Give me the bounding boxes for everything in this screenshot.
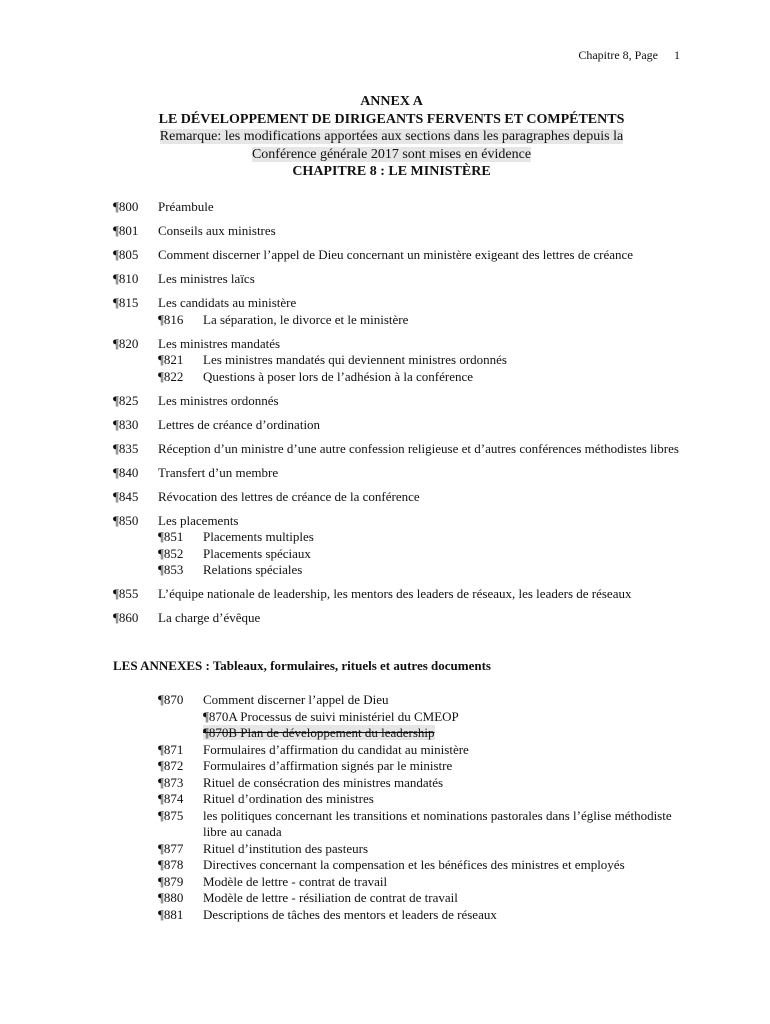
annex-row (158, 742, 698, 759)
toc-entry (113, 417, 693, 434)
header-text: Chapitre 8, Page (578, 48, 658, 62)
section-title: Conseils aux ministres (158, 223, 276, 238)
annex-item (203, 841, 698, 858)
section-title: Lettres de créance d’ordination (158, 416, 321, 432)
subsection-title: Placements spéciaux (203, 545, 311, 561)
toc-entry (113, 513, 693, 579)
annex-number: ¶879 (158, 873, 184, 889)
subsection-number: ¶822 (158, 368, 184, 384)
annex-title: Modèle de lettre - contrat de travail (203, 873, 388, 889)
subsection-number: ¶821 (158, 352, 184, 367)
annex-row (158, 890, 698, 907)
subsection-title: Questions à poser lors de l’adhésion à la conférence (203, 368, 474, 384)
toc-row (113, 586, 693, 603)
document-title: LE DÉVELOPPEMENT DE DIRIGEANTS FERVENTS ET COMPÉTENTS (158, 111, 625, 127)
annex-row (158, 791, 698, 808)
page-number: 1 (674, 48, 680, 62)
annex-row (158, 907, 698, 924)
annex-number: ¶881 (158, 906, 184, 922)
toc-row (113, 513, 693, 530)
section-title: Les placements (158, 512, 239, 528)
annex-row (158, 758, 698, 775)
table-of-contents (113, 199, 693, 634)
subsection-title: La séparation, le divorce et le ministère (203, 311, 409, 327)
section-title: La charge d’évêque (158, 610, 261, 625)
title-block (0, 93, 770, 181)
section-number: ¶830 (113, 416, 139, 432)
section-number: ¶860 (113, 610, 139, 625)
annex-item (203, 907, 698, 924)
annex-number: ¶880 (158, 890, 184, 905)
section-number: ¶810 (113, 271, 139, 286)
annex-number: ¶874 (158, 791, 184, 806)
toc-entry (113, 223, 693, 240)
toc-entry (113, 247, 693, 264)
annex-row (158, 692, 698, 742)
subitem-text: ¶870A Processus de suivi ministériel du CMEOP (203, 708, 459, 724)
section-number: ¶805 (113, 247, 139, 262)
annex-title: Descriptions de tâches des mentors et leaders de réseaux (203, 906, 497, 922)
annex-title: les politiques concernant les transitions et nominations pastorales dans l’église méthodiste libre au canada (203, 807, 672, 839)
toc-subentry (113, 312, 693, 329)
annex-title: Comment discerner l’appel de Dieu (203, 692, 389, 707)
annex-subitem (203, 725, 698, 742)
annex-list (158, 692, 698, 923)
toc-entry (113, 465, 693, 482)
toc-subentry (113, 562, 693, 579)
section-number: ¶850 (113, 512, 139, 528)
chapter-title: CHAPITRE 8 : LE MINISTÈRE (292, 164, 491, 179)
section-number: ¶820 (113, 335, 139, 351)
annex-item (203, 692, 698, 742)
annex-heading: LES ANNEXES : Tableaux, formulaires, rituels et autres documents (113, 658, 491, 673)
annex-row (158, 857, 698, 874)
toc-row (113, 295, 693, 312)
annex-item (203, 890, 698, 907)
toc-subentry (113, 369, 693, 386)
toc-entry (113, 586, 693, 603)
page-header (578, 47, 680, 64)
section-title: Les ministres mandatés (158, 335, 281, 351)
subsection-number: ¶851 (158, 529, 184, 544)
toc-entry (113, 199, 693, 216)
subsection-title: Les ministres mandatés qui deviennent ministres ordonnés (203, 352, 507, 367)
remark-line-1: Remarque: les modifications apportées aux sections dans les paragraphes depuis la (159, 129, 624, 144)
annex-title: ANNEX A (360, 94, 423, 109)
struck-subitem-text: ¶870B Plan de développement du leadership (203, 725, 435, 740)
subsection-number: ¶852 (158, 545, 184, 561)
annex-title: Directives concernant la compensation et les bénéfices des ministres et employés (203, 857, 625, 872)
toc-row (113, 199, 693, 216)
toc-subentry (113, 352, 693, 369)
annex-number: ¶870 (158, 692, 184, 707)
section-number: ¶800 (113, 199, 139, 214)
annex-item (203, 758, 698, 775)
annex-row (158, 841, 698, 858)
annex-item (203, 775, 698, 792)
annex-number: ¶873 (158, 774, 184, 790)
annex-number: ¶878 (158, 857, 184, 872)
subsection-title: Relations spéciales (203, 562, 303, 577)
annex-number: ¶872 (158, 758, 184, 773)
annex-item (203, 742, 698, 759)
annex-row (158, 775, 698, 792)
section-title: Les ministres laïcs (158, 271, 255, 286)
section-number: ¶835 (113, 440, 139, 456)
annex-item (203, 791, 698, 808)
remark-line-2: Conférence générale 2017 sont mises en évidence (251, 146, 532, 162)
section-title: Réception d’un ministre d’une autre confession religieuse et d’autres conférences méthodistes libres (158, 440, 679, 456)
section-title: L’équipe nationale de leadership, les mentors des leaders de réseaux, les leaders de réseaux (158, 586, 632, 601)
section-number: ¶855 (113, 586, 139, 601)
annex-item (203, 874, 698, 891)
toc-row (113, 271, 693, 288)
toc-row (113, 336, 693, 353)
toc-row (113, 610, 693, 627)
annex-number: ¶871 (158, 741, 184, 757)
section-title: Les ministres ordonnés (158, 392, 279, 408)
annex-item (203, 808, 698, 841)
toc-entry (113, 441, 693, 458)
section-title: Révocation des lettres de créance de la conférence (158, 488, 420, 504)
annex-number: ¶875 (158, 807, 184, 823)
section-title: Comment discerner l’appel de Dieu concernant un ministère exigeant des lettres de créance (158, 247, 634, 262)
annex-item (203, 857, 698, 874)
annex-title: Formulaires d’affirmation du candidat au ministère (203, 741, 469, 757)
annex-row (158, 874, 698, 891)
section-title: Les candidats au ministère (158, 295, 297, 310)
annex-title: Modèle de lettre - résiliation de contrat de travail (203, 890, 458, 905)
annex-title: Rituel d’institution des pasteurs (203, 840, 369, 856)
section-number: ¶825 (113, 392, 139, 408)
toc-row (113, 489, 693, 506)
annex-title: Rituel de consécration des ministres mandatés (203, 774, 444, 790)
subsection-number: ¶816 (158, 311, 184, 327)
toc-entry (113, 336, 693, 386)
annex-number: ¶877 (158, 840, 184, 856)
section-title: Transfert d’un membre (158, 464, 279, 480)
toc-row (113, 465, 693, 482)
annex-row (158, 808, 698, 841)
section-number: ¶845 (113, 488, 139, 504)
toc-row (113, 247, 693, 264)
section-number: ¶815 (113, 295, 139, 310)
annex-title: Formulaires d’affirmation signés par le ministre (203, 758, 453, 773)
toc-entry (113, 271, 693, 288)
annex-subitem (203, 709, 698, 726)
toc-entry (113, 295, 693, 328)
toc-row (113, 393, 693, 410)
annex-title: Rituel d’ordination des ministres (203, 791, 374, 806)
toc-row (113, 223, 693, 240)
subsection-number: ¶853 (158, 562, 184, 577)
toc-subentry (113, 546, 693, 563)
toc-row (113, 441, 693, 458)
toc-entry (113, 489, 693, 506)
toc-row (113, 417, 693, 434)
subsection-title: Placements multiples (203, 529, 314, 544)
toc-subentry (113, 529, 693, 546)
toc-entry (113, 393, 693, 410)
section-number: ¶840 (113, 464, 139, 480)
section-title: Préambule (158, 199, 214, 214)
section-number: ¶801 (113, 223, 139, 238)
toc-entry (113, 610, 693, 627)
